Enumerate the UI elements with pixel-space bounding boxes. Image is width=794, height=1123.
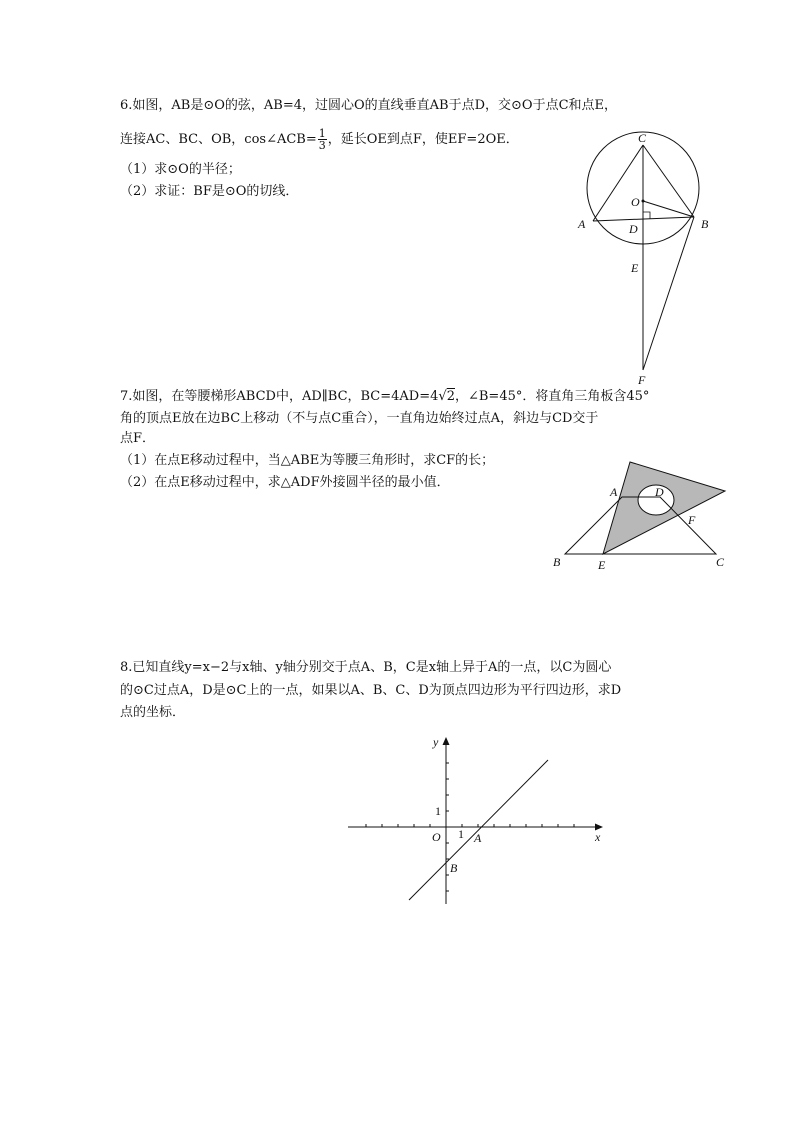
q8-label-origin: O — [432, 830, 441, 844]
q6-line-2-end: ，延长OE到点F，使EF=2OE． — [327, 132, 519, 147]
q6-center-dot — [642, 200, 645, 203]
q6-line-bc — [643, 145, 694, 217]
q8-label-y: y — [433, 735, 439, 749]
q7-label-d: D — [655, 485, 664, 499]
q7-line-3: 点F． — [120, 431, 156, 446]
q8-line-3: 点的坐标． — [120, 705, 186, 720]
q6-fraction — [318, 128, 327, 151]
q7-label-b: B — [553, 555, 561, 569]
q6-fraction-numerator: 1 — [318, 127, 326, 140]
q6-part-1: （1）求⊙O的半径； — [120, 162, 241, 177]
q8-label-a: A — [474, 831, 482, 845]
q6-label-c: C — [638, 131, 647, 145]
q7-sqrt-arg: 2 — [446, 389, 455, 404]
q8-label-one-x: 1 — [458, 827, 464, 841]
q7-label-c: C — [716, 555, 725, 569]
q7-sqrt-sign: √ — [438, 389, 447, 404]
q7-part-1: （1）在点E移动过程中，当△ABE为等腰三角形时，求CF的长； — [120, 453, 495, 468]
q7-line-1 — [120, 389, 649, 405]
q8-line-2: 的⊙C过点A，D是⊙C上的一点，如果以A、B、C、D为顶点四边形为平行四边形，求D — [120, 683, 622, 698]
q7-figure — [550, 455, 735, 575]
q6-fraction-denominator: 3 — [318, 139, 326, 152]
q7-label-a: A — [610, 485, 618, 499]
q8-coordinate-plane — [340, 728, 610, 910]
q8-line-1: 8.已知直线y=x−2与x轴、y轴分别交于点A、B，C是x轴上异于A的一点，以C为圆心 — [120, 660, 612, 675]
q6-part-2: （2）求证：BF是⊙O的切线． — [120, 184, 299, 199]
q6-right-angle-mark — [643, 212, 650, 219]
q8-line-graph — [409, 760, 548, 900]
q7-line-1-end: ，∠B=45°．将直角三角板含45° — [454, 389, 650, 404]
q6-line-bf — [643, 217, 694, 370]
q6-label-d: D — [629, 222, 638, 236]
q8-label-x: x — [595, 830, 601, 844]
q6-label-o: O — [631, 195, 640, 209]
q6-label-a: A — [578, 217, 586, 231]
q6-line-ac — [593, 145, 643, 221]
q7-part-2: （2）在点E移动过程中，求△ADF外接圆半径的最小值． — [120, 475, 450, 490]
q8-y-axis-arrow — [443, 737, 450, 745]
q6-label-b: B — [701, 217, 709, 231]
q8-label-b: B — [450, 861, 458, 875]
q7-label-f: F — [688, 513, 696, 527]
q6-line-1: 6.如图，AB是⊙O的弦，AB=4，过圆心O的直线垂直AB于点D，交⊙O于点C和点E， — [120, 98, 618, 113]
q7-label-e: E — [598, 558, 606, 572]
q6-line-ob — [643, 201, 694, 217]
q6-line-2 — [120, 128, 519, 151]
q6-label-e: E — [631, 261, 639, 275]
q7-line-1-start: 7.如图，在等腰梯形ABCD中，AD∥BC，BC=4AD=4 — [120, 389, 439, 404]
q8-label-one-y: 1 — [435, 804, 441, 818]
q6-label-f: F — [638, 373, 646, 387]
q6-figure — [570, 128, 730, 390]
q6-line-2-start: 连接AC、BC、OB，cos∠ACB= — [120, 132, 317, 147]
q7-line-2: 角的顶点E放在边BC上移动（不与点C重合），一直角边始终过点A，斜边与CD交于 — [120, 411, 599, 426]
